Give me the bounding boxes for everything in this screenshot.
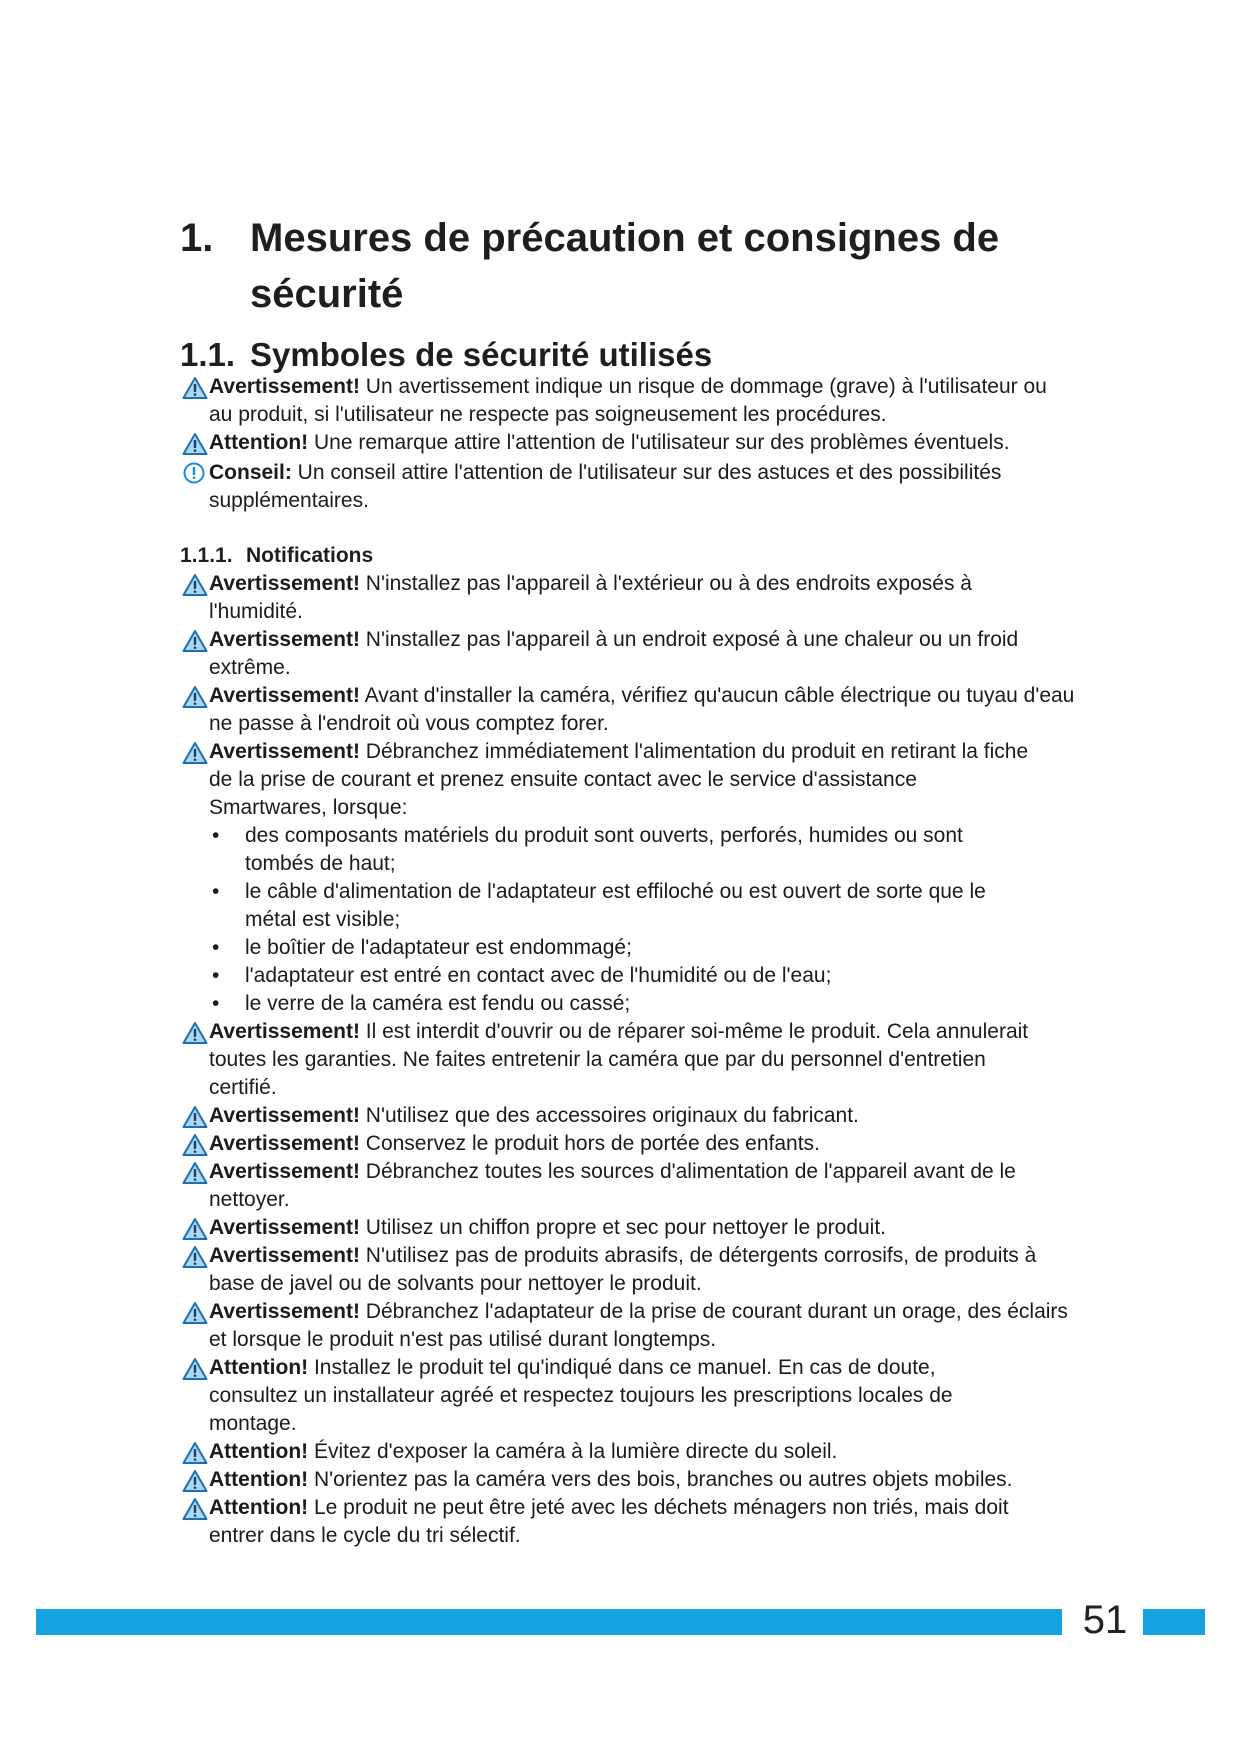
- notification-item: Avertissement! N'utilisez pas de produits abrasifs, de détergents corrosifs, de produits à base de javel ou de solvants pour nettoyer le produit.: [182, 1242, 1079, 1298]
- warning-triangle-icon: [182, 1105, 208, 1129]
- warning-triangle-icon: [182, 1133, 208, 1157]
- list-item: • le boîtier de l'adaptateur est endommagé;: [212, 936, 632, 959]
- notification-item: Attention! Évitez d'exposer la caméra à la lumière directe du soleil.: [182, 1438, 1072, 1466]
- warning-triangle-icon: [182, 1357, 208, 1381]
- symbol-warning: Avertissement! Un avertissement indique un risque de dommage (grave) à l'utilisateur ou au produit, si l'utilisateur ne respecte pas soigneusement les procédures.: [182, 373, 1049, 429]
- heading-number: 1.1.: [180, 336, 236, 373]
- page-number: 51: [1082, 1598, 1128, 1642]
- heading-title-line2: sécurité: [250, 272, 404, 316]
- heading-number: 1.: [180, 216, 214, 260]
- notification-item: Avertissement! Avant d'installer la caméra, vérifiez qu'aucun câble électrique ou tuyau d'eau ne passe à l'endroit où vous comptez forer.: [182, 682, 1079, 738]
- list-item: • le verre de la caméra est fendu ou cassé;: [212, 992, 631, 1015]
- notification-item: Attention! Installez le produit tel qu'indiqué dans ce manuel. En cas de doute, consultez un installateur agréé et respectez toujours les prescriptions locales de montage.: [182, 1354, 1029, 1438]
- footer-bar-end: [1143, 1609, 1205, 1635]
- notification-item: Attention! Le produit ne peut être jeté avec les déchets ménagers non triés, mais doit entrer dans le cycle du tri sélectif.: [182, 1494, 1069, 1550]
- bullet-list: [182, 822, 1032, 1018]
- warning-triangle-icon: [182, 432, 208, 456]
- info-circle-icon: [182, 462, 208, 486]
- section-heading-1-1: [180, 333, 712, 377]
- notification-item: Avertissement! Débranchez l'adaptateur de la prise de courant durant un orage, des éclairs et lorsque le produit n'est pas utilisé durant longtemps.: [182, 1298, 1069, 1354]
- warning-triangle-icon: [182, 573, 208, 597]
- symbol-definitions: [182, 373, 1072, 515]
- notification-item: Avertissement! Débranchez toutes les sources d'alimentation de l'appareil avant de le nettoyer.: [182, 1158, 1069, 1214]
- warning-triangle-icon: [182, 1245, 208, 1269]
- notification-item: Avertissement! Utilisez un chiffon propre et sec pour nettoyer le produit.: [182, 1214, 1072, 1242]
- heading-number: 1.1.1.: [180, 544, 233, 567]
- heading-title: Notifications: [246, 544, 374, 567]
- heading-title-line1: Mesures de précaution et consignes de: [250, 216, 1000, 260]
- warning-triangle-icon: [182, 685, 208, 709]
- notification-item: Avertissement! N'utilisez que des accessoires originaux du fabricant.: [182, 1102, 1072, 1130]
- section-heading-1-1-1: [180, 542, 373, 570]
- notification-item: Avertissement! N'installez pas l'appareil à l'extérieur ou à des endroits exposés à l'humidité.: [182, 570, 1029, 626]
- list-item: • le câble d'alimentation de l'adaptateur est effiloché ou est ouvert de sorte que le métal est visible;: [212, 880, 986, 931]
- notification-item: Avertissement! N'installez pas l'appareil à un endroit exposé à une chaleur ou un froid extrême.: [182, 626, 1069, 682]
- warning-triangle-icon: [182, 629, 208, 653]
- notification-item: Avertissement! Débranchez immédiatement l'alimentation du produit en retirant la fiche de la prise de courant et prenez ensuite contact avec le service d'assistance Smartwares, lorsque:: [182, 738, 1029, 822]
- warning-triangle-icon: [182, 1497, 208, 1521]
- warning-triangle-icon: [182, 1441, 208, 1465]
- section-heading-1: [180, 210, 1080, 322]
- footer-bar: [36, 1609, 1062, 1635]
- heading-title: Symboles de sécurité utilisés: [250, 336, 713, 373]
- warning-triangle-icon: [182, 1021, 208, 1045]
- list-item: • des composants matériels du produit sont ouverts, perforés, humides ou sont tombés de haut;: [212, 824, 963, 875]
- warning-triangle-icon: [182, 376, 208, 400]
- warning-triangle-icon: [182, 1161, 208, 1185]
- notification-item: Avertissement! Conservez le produit hors de portée des enfants.: [182, 1130, 1072, 1158]
- notification-item: Avertissement! Il est interdit d'ouvrir ou de réparer soi-même le produit. Cela annulerait toutes les garanties. Ne faites entretenir la caméra que par du personnel d'entretien certifié.: [182, 1018, 1049, 1102]
- warning-triangle-icon: [182, 1469, 208, 1493]
- notification-item: Attention! N'orientez pas la caméra vers des bois, branches ou autres objets mobiles.: [182, 1466, 1072, 1494]
- list-item: • l'adaptateur est entré en contact avec de l'humidité ou de l'eau;: [212, 964, 832, 987]
- notifications-list: [182, 570, 1075, 1550]
- warning-triangle-icon: [182, 1301, 208, 1325]
- warning-triangle-icon: [182, 741, 208, 765]
- symbol-tip: Conseil: Un conseil attire l'attention de l'utilisateur sur des astuces et des possibilités supplémentaires.: [182, 459, 1054, 515]
- warning-triangle-icon: [182, 1217, 208, 1241]
- symbol-attention: Attention! Une remarque attire l'attention de l'utilisateur sur des problèmes éventuels.: [182, 429, 1072, 457]
